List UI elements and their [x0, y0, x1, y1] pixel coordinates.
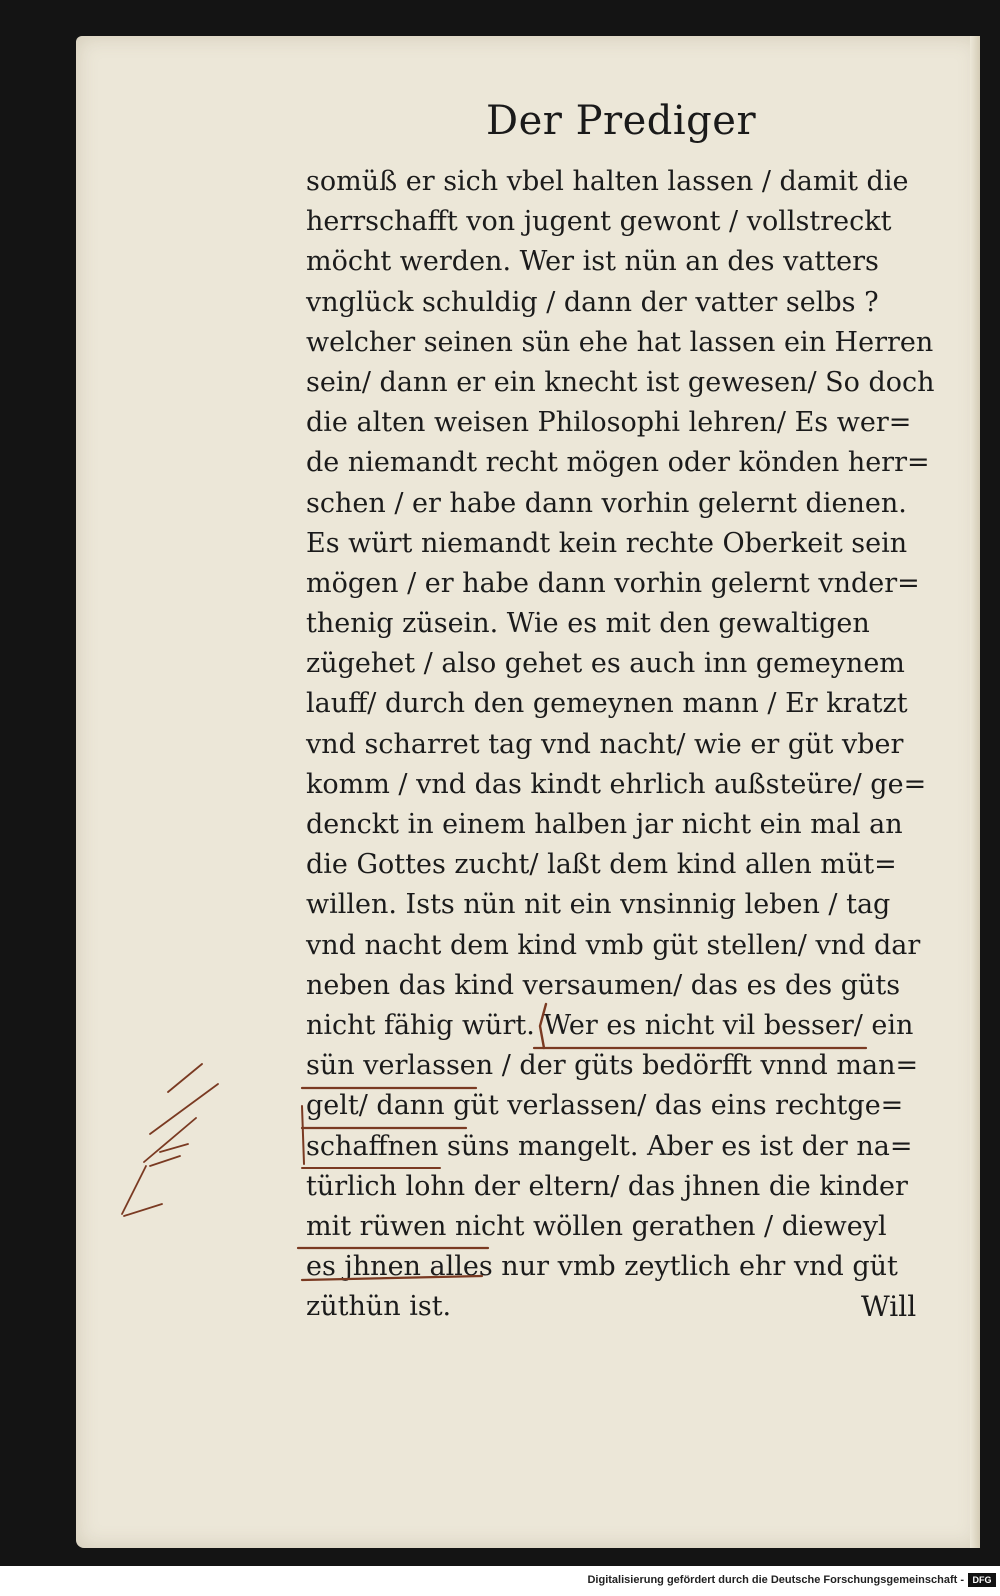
- text-line: züthün ist.: [306, 1291, 452, 1323]
- catchword: Will: [861, 1290, 917, 1323]
- text-line: die alten weisen Philosophi lehren/ Es wer=: [306, 407, 912, 439]
- text-line: vnd nacht dem kind vmb güt stellen/ vnd dar: [306, 929, 921, 961]
- text-line: mögen / er habe dann vorhin gelernt vnder=: [306, 567, 920, 599]
- text-line: vnd scharret tag vnd nacht/ wie er güt vber: [306, 728, 904, 760]
- text-line: sün verlassen / der güts bedörfft vnnd man=: [306, 1050, 919, 1082]
- body-text: [306, 162, 966, 1327]
- book-page: [76, 36, 980, 1548]
- text-line: gelt/ dann güt verlassen/ das eins rechtge=: [306, 1090, 904, 1122]
- text-line: de niemandt recht mögen oder könden herr=: [306, 447, 930, 479]
- dfg-logo: DFG: [968, 1573, 996, 1587]
- text-line: türlich lohn der eltern/ das jhnen die kinder: [306, 1170, 908, 1202]
- pointing-hand-mark: [122, 1064, 218, 1216]
- text-line: die Gottes zucht/ laßt dem kind allen müt=: [306, 849, 897, 881]
- text-line: neben das kind versaumen/ das es des güts: [306, 969, 901, 1001]
- text-line: somüß er sich vbel halten lassen / damit die: [306, 166, 909, 197]
- text-line: schen / er habe dann vorhin gelernt dienen.: [306, 487, 907, 519]
- text-line: es jhnen alles nur vmb zeytlich ehr vnd güt: [306, 1251, 898, 1283]
- text-line: herrschafft von jugent gewont / vollstreckt: [306, 206, 892, 238]
- text-line: welcher seinen sün ehe hat lassen ein Herren: [306, 326, 934, 358]
- text-line: thenig züsein. Wie es mit den gewaltigen: [306, 608, 870, 640]
- funding-credit: Digitalisierung gefördert durch die Deutsche Forschungsgemeinschaft -: [587, 1574, 964, 1586]
- text-line: komm / vnd das kindt ehrlich außsteüre/ ge=: [306, 768, 927, 800]
- text-line: mit rüwen nicht wöllen gerathen / dieweyl: [306, 1210, 887, 1242]
- page-edge: [970, 36, 980, 1548]
- text-line: lauff/ durch den gemeynen mann / Er kratzt: [306, 688, 908, 720]
- text-line: möcht werden. Wer ist nün an des vatters: [306, 246, 879, 278]
- running-head: Der Prediger: [486, 98, 757, 144]
- text-line: willen. Ists nün nit ein vnsinnig leben / tag: [306, 889, 891, 921]
- text-line: vnglück schuldig / dann der vatter selbs ?: [306, 286, 879, 318]
- digitization-footer: [0, 1566, 1000, 1596]
- side-bracket-stroke: [302, 1106, 304, 1164]
- text-line: zügehet / also gehet es auch inn gemeynem: [306, 648, 905, 680]
- text-line: sein/ dann er ein knecht ist gewesen/ So doch: [306, 366, 935, 398]
- text-line: schaffnen süns mangelt. Aber es ist der na=: [306, 1130, 913, 1162]
- text-line: Es würt niemandt kein rechte Oberkeit sein: [306, 527, 908, 559]
- text-line: nicht fähig würt. Wer es nicht vil besser/ ein: [306, 1009, 914, 1041]
- text-line: denckt in einem halben jar nicht ein mal an: [306, 809, 903, 840]
